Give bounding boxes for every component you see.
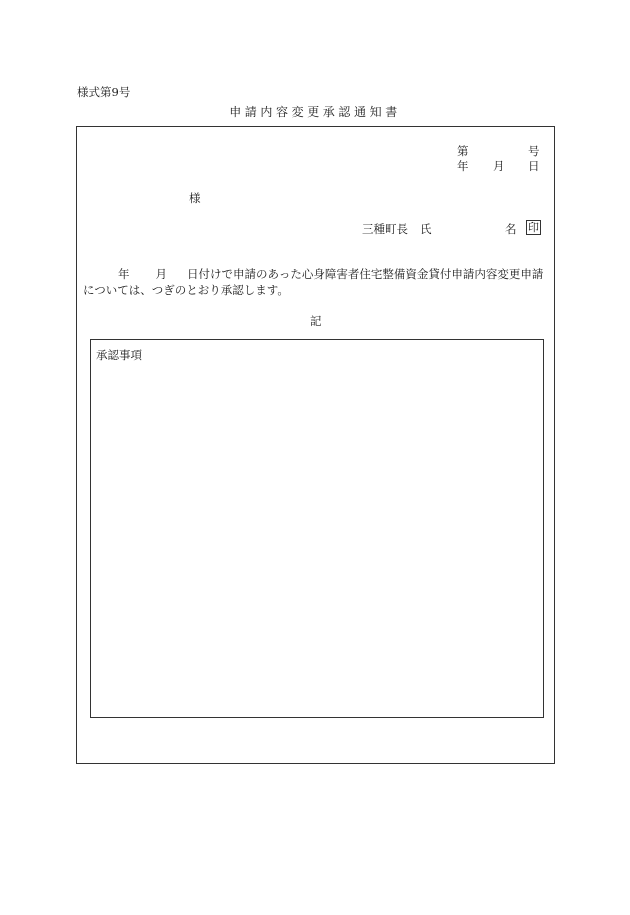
date-year-label: 年 — [457, 159, 469, 173]
body-paragraph — [83, 266, 551, 298]
number-prefix: 第 — [457, 144, 469, 158]
sender-title: 三種町長 — [362, 222, 408, 236]
sender-name-label-shi: 氏 — [420, 222, 432, 236]
number-suffix: 号 — [528, 144, 540, 158]
approval-items-label: 承認事項 — [96, 348, 142, 362]
body-text: 日付けで申請のあった心身障害者住宅整備資金貸付申請内容変更申請については、つぎのとおり承認します。 — [83, 267, 544, 297]
date-month-label: 月 — [493, 159, 505, 173]
body-year-label: 年 — [118, 267, 130, 281]
approval-items-box — [90, 339, 544, 718]
document-title: 申請内容変更承認通知書 — [229, 105, 401, 119]
date-day-label: 日 — [528, 159, 540, 173]
recipient-honorific: 様 — [189, 191, 201, 205]
body-month-label: 月 — [155, 267, 167, 281]
seal-stamp-placeholder: 印 — [528, 221, 539, 234]
ki-heading: 記 — [310, 314, 322, 328]
form-number: 様式第9号 — [77, 85, 131, 99]
sender-name-label-mei: 名 — [505, 222, 517, 236]
